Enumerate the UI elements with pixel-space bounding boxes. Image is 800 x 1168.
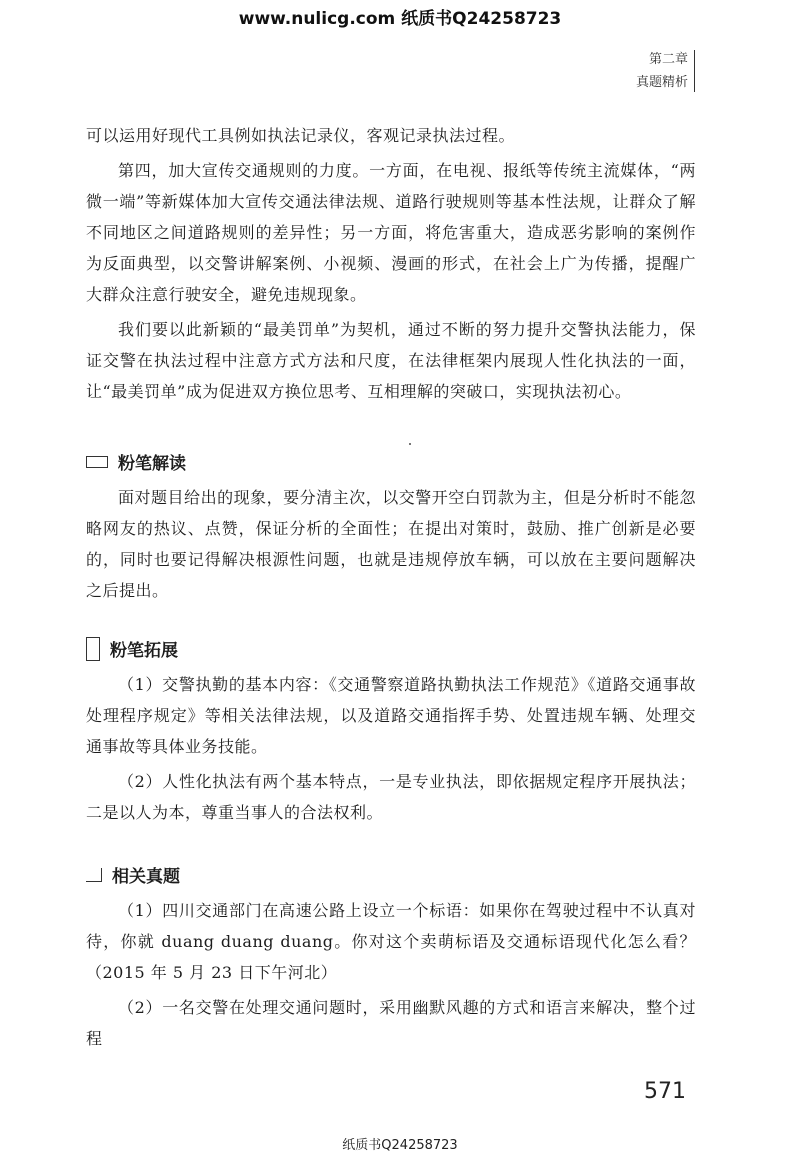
bottom-watermark: 纸质书Q24258723 (342, 1138, 458, 1153)
section-label: 真题精析 (635, 75, 688, 90)
scan-speck (409, 443, 411, 445)
running-header (636, 48, 688, 94)
bookmark-icon (86, 637, 100, 661)
section-title: 粉笔解读 (118, 454, 186, 474)
section-heading-interpretation (86, 449, 696, 474)
chapter-label: 第二章 (648, 52, 688, 67)
paragraph: 第四，加大宣传交通规则的力度。一方面，在电视、报纸等传统主流媒体，“两微一端”等新媒体加大宣传交通法律法规、道路行驶规则等基本性法规，让群众了解不同地区之间道路规则的差异性；另一方面，将危害重大，造成恶劣影响的案例作为反面典型，以交警讲解案例、小视频、漫画的形式，在社会上广为传播，提醒广大群众注意行驶安全，避免违规现象。 (86, 161, 696, 304)
section-heading-related-questions (86, 862, 696, 887)
paragraph: 面对题目给出的现象，要分清主次，以交警开空白罚款为主，但是分析时不能忽略网友的热议、点赞，保证分析的全面性；在提出对策时，鼓励、推广创新是必要的，同时也要记得解决根源性问题，也就是违规停放车辆，可以放在主要问题解决之后提出。 (86, 488, 696, 600)
paragraph: （2）人性化执法有两个基本特点，一是专业执法，即依据规定程序开展执法；二是以人为本，尊重当事人的合法权利。 (86, 772, 696, 822)
header-divider (694, 50, 695, 92)
page-body (86, 120, 696, 1058)
paragraph: （2）一名交警在处理交通问题时，采用幽默风趣的方式和语言来解决，整个过程 (86, 998, 696, 1048)
section-title: 粉笔拓展 (110, 641, 178, 661)
paragraph: 可以运用好现代工具例如执法记录仪，客观记录执法过程。 (86, 126, 516, 145)
paragraph: 我们要以此新颖的“最美罚单”为契机，通过不断的努力提升交警执法能力，保证交警在执法过程中注意方式方法和尺度，在法律框架内展现人性化执法的一面，让“最美罚单”成为促进双方换位思考、互相理解的突破口，实现执法初心。 (86, 320, 696, 401)
section-heading-extension (86, 636, 696, 661)
paragraph: （1）四川交通部门在高速公路上设立一个标语：如果你在驾驶过程中不认真对待，你就 duang duang duang。你对这个卖萌标语及交通标语现代化怎么看？（2015 年 5 月 23 日下午河北） (86, 901, 696, 982)
bracket-icon (86, 868, 102, 882)
paragraph: （1）交警执勤的基本内容：《交通警察道路执勤执法工作规范》《道路交通事故处理程序规定》等相关法律法规，以及道路交通指挥手势、处置违规车辆、处理交通事故等具体业务技能。 (86, 675, 696, 756)
top-watermark: www.nulicg.com 纸质书Q24258723 (238, 9, 562, 29)
page-number: 571 (644, 1079, 686, 1104)
pencil-marker-icon (86, 456, 108, 468)
section-title: 相关真题 (112, 867, 180, 887)
